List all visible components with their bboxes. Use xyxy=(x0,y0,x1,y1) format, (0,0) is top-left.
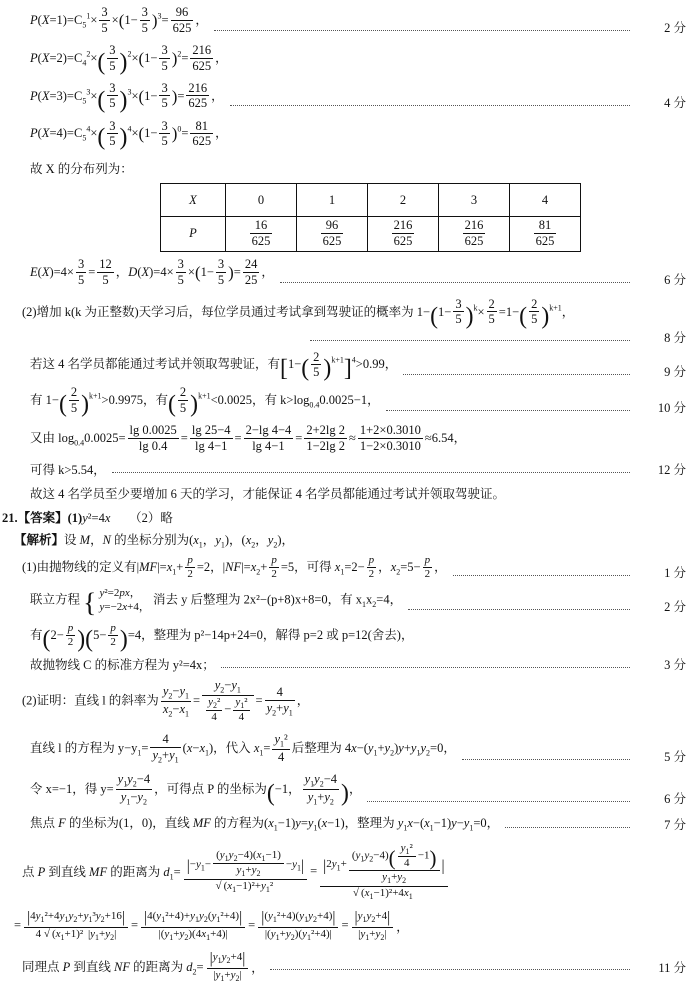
leader-dots xyxy=(367,792,630,802)
formula-row xyxy=(30,424,692,454)
formula-row xyxy=(30,655,692,673)
dist-intro-row xyxy=(30,159,692,177)
a8-line: 焦点 F 的坐标为(1，0)，直线 MF 的方程为$(x_1-1)y=y_1(x-1)$，整理为 $y_1x-(x_1-1)y-y_1=0$， xyxy=(30,816,500,833)
score-label: 11 分 xyxy=(658,961,686,976)
formula-row xyxy=(30,44,692,74)
a5-line: (2)证明：直线 l 的斜率为 $\frac{y_2-y_1}{x_2-x_1}$ = $y_2-y_1$ $\frac{y_2^2}{4}$ − $\frac{y_1^2}{4}$ = $\frac{4}{y_2+y_1}$ ， xyxy=(22,678,310,723)
leader-dots xyxy=(408,600,630,610)
table-cell: P xyxy=(161,217,226,252)
part2-intro: (2)增加 k(k 为正整数)天学习后，每位学员通过考试拿到驾驶证的概率为 1−(1− $\frac{3}{5}$ )$^k$× $\frac{2}{5}$ =1−( $\frac{2}{5}$ )$^{k+1}$， xyxy=(22,296,575,329)
score-label: 9 分 xyxy=(664,365,686,379)
a3-line: 有(2− $\frac{p}{2}$ )(5− $\frac{p}{2}$ )=4，整理为 p²−14p+24=0，解得 p=2 或 p=12(舍去)， xyxy=(30,622,414,653)
formula-row xyxy=(30,460,692,478)
formula-px2: $P(X=2)=C_4^2\times$( $\frac{3}{5}$ )$^2$×(1− $\frac{3}{5}$ )$^2$= $\frac{216}{625}$ ， xyxy=(30,43,228,76)
table-cell: 3 xyxy=(439,184,510,217)
formula-px4: $P(X=4)=C_5^4\times$( $\frac{3}{5}$ )$^4$×(1− $\frac{3}{5}$ )$^0$= $\frac{81}{625}$ ， xyxy=(30,118,228,151)
distribution-table xyxy=(160,183,581,252)
leader-dots xyxy=(386,401,630,411)
analysis-row xyxy=(14,530,692,550)
a1-line: (1)由抛物线的定义有$|MF|=x_1+$ $\frac{p}{2}$ =2，$|NF|=x_2+$ $\frac{p}{2}$ =5，可得 $x_1=2-$ $\frac{p}{2}$ ，$x_2=5-$ $\frac{p}{2}$ ， xyxy=(22,554,447,581)
formula-row xyxy=(14,909,692,942)
leader-dots xyxy=(310,331,630,341)
a9b-line: = $\frac{|4y_1^2+4y_1y_2+y_1^3y_2+16|}{4 √ (x_1+1)^2 |y_1+y_2|}$ = $\frac{|4(y_1^2+4)+y_1y_2(y_1^2+4)|}{|(y_1+y_2)(4x_1+4)|}$ = $\frac{|(y_1^2+4)(y_1y_2+4)|}{|(y_1+y_2)(y_1^2+4)|}$ = $\frac{|y_1y_2+4|}{|y_1+y_2|}$ ， xyxy=(14,909,409,943)
table-row xyxy=(161,184,581,217)
line-ruo: 若这 4 名学员都能通过考试并领取驾驶证，有[1−( $\frac{2}{5}$ )$^{k+1}$]$^4$>0.99， xyxy=(30,349,398,382)
table-cell: $\frac{216}{625}$ xyxy=(368,217,439,252)
a4-line: 故抛物线 C 的标准方程为 y²=4x； xyxy=(30,658,215,673)
line-kede: 可得 k>5.54， xyxy=(30,462,106,477)
part2-intro-row xyxy=(22,298,692,328)
formula-row xyxy=(30,586,692,618)
leader-dots xyxy=(221,658,630,668)
a10-line: 同理点 P 到直线 NF 的距离为 $d_2=$ $\frac{|y_1y_2+4|}{|y_1+y_2|}$ ， xyxy=(22,950,264,984)
score-label: 2 分 xyxy=(664,599,686,614)
score-label: 6 分 xyxy=(664,792,686,807)
leader-dots xyxy=(230,96,630,106)
score-label: 3 分 xyxy=(664,658,686,673)
table-cell: 2 xyxy=(368,184,439,217)
table-cell: $\frac{216}{625}$ xyxy=(439,217,510,252)
leader-dots xyxy=(462,750,630,760)
leader-dots xyxy=(505,818,630,828)
score-label: 1 分 xyxy=(664,566,686,581)
leader-dots xyxy=(280,273,630,283)
formula-row xyxy=(30,6,692,36)
table-row xyxy=(161,217,581,252)
line-conclusion: 故这 4 名学员至少要增加 6 天的学习，才能保证 4 名学员都能通过考试并领取驾驶证。 xyxy=(30,486,506,501)
formula-row xyxy=(30,386,692,416)
a9-line: 点 P 到直线 MF 的距离为 $d_1=$ $|-y_1-$ $\frac{(y_1y_2-4)(x_1-1)}{y_1+y_2}$ $-y_1|$ √ $(x_1-1)^2+y_1^2$ = $|2y_1+$ $(y_1y_2-4)$( $\frac{y_1^2}{4}$ −1) $y_1+y_2$ | √ $(x_1-1)^2+4x_1$ xyxy=(22,843,451,902)
formula-row xyxy=(30,82,692,112)
score-label: 8 分 xyxy=(664,331,686,346)
a6-line: 直线 l 的方程为 $y-y_1=$ $\frac{4}{y_2+y_1}$ $(x-x_1)$，代入 $x_1=$ $\frac{y_1^2}{4}$ 后整理为 $4x-(y_1+y_2)y+y_1y_2=0$， xyxy=(30,732,456,765)
score-label: 10 分 xyxy=(657,400,686,415)
analysis-intro: 【解析】设 M，N 的坐标分别为($x_1$，$y_1$)，($x_2$，$y_2$)， xyxy=(14,532,295,549)
table-cell: $\frac{16}{625}$ xyxy=(226,217,297,252)
leader-dots xyxy=(453,566,630,576)
formula-row xyxy=(22,950,692,983)
score-label: 4 分 xyxy=(664,96,686,111)
formula-row xyxy=(22,679,692,725)
formula-row xyxy=(30,733,692,765)
table-cell: $\frac{96}{625}$ xyxy=(297,217,368,252)
line-log: 又由 $\log_{0.4}0.0025=$ $\frac{\lg 0.0025}{\lg 0.4}$ = $\frac{\lg 25-4}{\lg 4-1}$ = $\frac{2-\lg 4-4}{\lg 4-1}$ = $\frac{2+2\lg 2}{1-2\lg 2}$ ≈ $\frac{1+2\times 0.3010}{1-2\times 0.3010}$ ≈6.54， xyxy=(30,423,467,453)
a2-line: 联立方程 { y²=2px， y=−2x+4， 消去 y 后整理为 2x²−(p+8)x+8=0，有 $x_1x_2=4$， xyxy=(30,586,403,618)
leader-dots xyxy=(270,960,630,970)
question-21-heading xyxy=(2,508,692,526)
formula-row xyxy=(30,350,692,380)
score-label: 7 分 xyxy=(664,817,686,832)
formula-row xyxy=(30,622,692,653)
score-row xyxy=(30,331,692,346)
formula-row xyxy=(30,258,692,288)
score-label: 12 分 xyxy=(657,462,686,477)
formula-px1: $P(X=1)=C_5^1\times$ $\frac{3}{5}$ ×(1− $\frac{3}{5}$ )$^3$= $\frac{96}{625}$ ， xyxy=(30,5,208,35)
line-you: 有 1−( $\frac{2}{5}$ )$^{k+1}$>0.9975，有( $\frac{2}{5}$ )$^{k+1}$<0.0025，有 $k>\log_{0.4}0.0025-1$， xyxy=(30,385,380,418)
leader-dots xyxy=(112,463,630,473)
conclusion-row xyxy=(30,484,692,502)
table-cell: $\frac{81}{625}$ xyxy=(510,217,581,252)
formula-row xyxy=(30,773,692,807)
score-label: 5 分 xyxy=(664,749,686,764)
leader-dots xyxy=(403,365,630,375)
table-cell: 0 xyxy=(226,184,297,217)
table-cell: X xyxy=(161,184,226,217)
formula-ex-dx: E(X)=4× $\frac{3}{5}$ = $\frac{12}{5}$ ，D(X)=4× $\frac{3}{5}$ ×(1− $\frac{3}{5}$ )= $\frac{24}{25}$ ， xyxy=(30,257,274,287)
formula-px3: $P(X=3)=C_5^3\times$( $\frac{3}{5}$ )$^3$×(1− $\frac{3}{5}$ )= $\frac{216}{625}$ ， xyxy=(30,80,224,113)
table-cell: 1 xyxy=(297,184,368,217)
dist-intro: 故 X 的分布列为： xyxy=(30,162,133,176)
score-label: 6 分 xyxy=(664,272,686,287)
leader-dots xyxy=(214,21,630,31)
table-cell: 4 xyxy=(510,184,581,217)
q21-answer: 21.【答案】(1)y²=4x （2）略 xyxy=(2,510,173,525)
score-label: 2 分 xyxy=(664,20,686,35)
formula-row xyxy=(30,813,692,833)
formula-row xyxy=(22,555,692,581)
formula-row xyxy=(30,119,692,149)
formula-row xyxy=(22,843,692,902)
a7-line: 令 x=−1，得 y= $\frac{y_1y_2-4}{y_1-y_2}$ ，可得点 P 的坐标为(−1， $\frac{y_1y_2-4}{y_1+y_2}$ )， xyxy=(30,772,362,807)
